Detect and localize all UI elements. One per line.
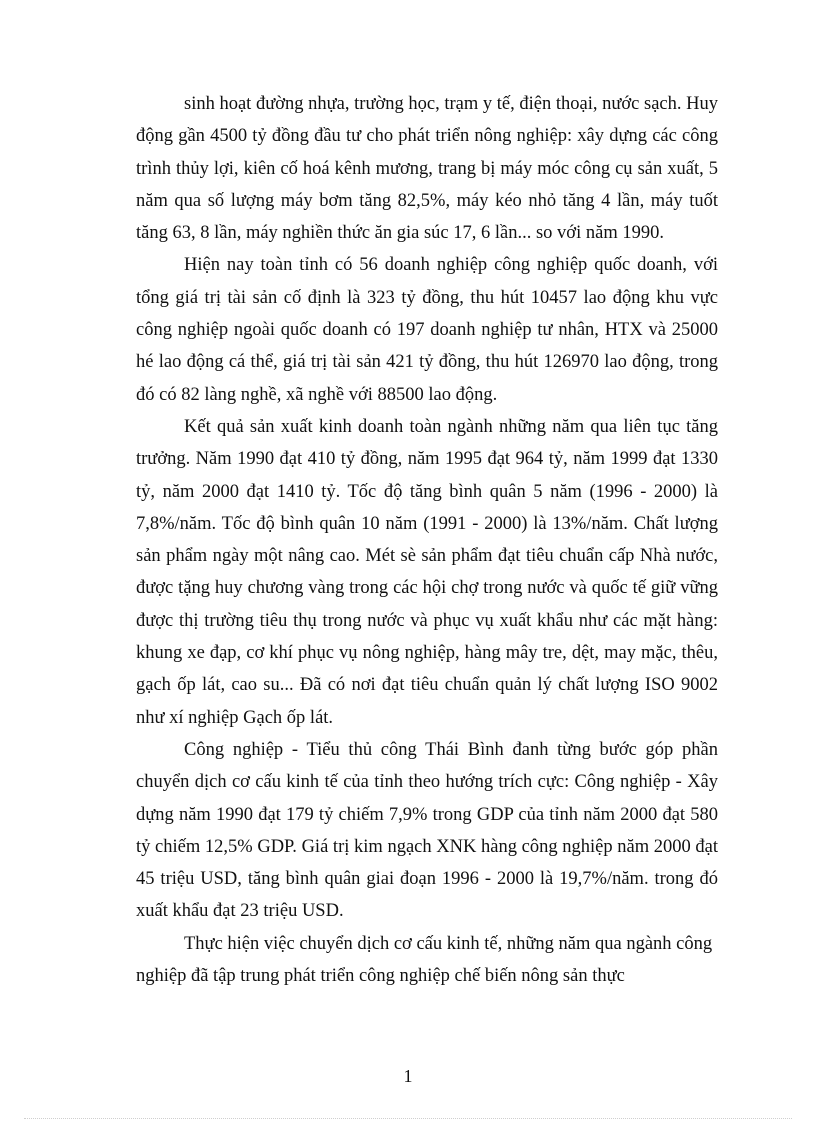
page-edge-divider — [24, 1118, 792, 1119]
paragraph-production-results: Kết quả sản xuất kinh doanh toàn ngành những năm qua liên tục tăng trưởng. Năm 1990 đạt 410 tỷ đồng, năm 1995 đạt 964 tỷ, năm 1999 đạt 1330 tỷ, năm 2000 đạt 1410 tỷ. Tốc độ tăng bình quân 5 năm (1996 - 2000) là 7,8%/năm. Tốc độ bình quân 10 năm (1991 - 2000) là 13%/năm. Chất lượng sản phẩm ngày một nâng cao. Mét sè sản phẩm đạt tiêu chuẩn cấp Nhà nước, được tặng huy chương vàng trong các hội chợ trong nước và quốc tế giữ vững được thị trường tiêu thụ trong nước và phục vụ xuất khẩu như các mặt hàng: khung xe đạp, cơ khí phục vụ nông nghiệp, hàng mây tre, dệt, may mặc, thêu, gạch ốp lát, cao su... Đã có nơi đạt tiêu chuẩn quản lý chất lượng ISO 9002 như xí nghiệp Gạch ốp lát. — [136, 416, 718, 728]
body-text — [136, 88, 718, 992]
paragraph-economic-structure: Công nghiệp - Tiểu thủ công Thái Bình đanh từng bước góp phần chuyển dịch cơ cấu kinh tế của tỉnh theo hướng trích cực: Công nghiệp - Xây dựng năm 1990 đạt 179 tỷ chiếm 7,9% trong GDP của tỉnh năm 2000 đạt 580 tỷ chiếm 12,5% GDP. Giá trị kim ngạch XNK hàng công nghiệp năm 2000 đạt 45 triệu USD, tăng bình quân giai đoạn 1996 - 2000 là 19,7%/năm. trong đó xuất khẩu đạt 23 triệu USD. — [136, 739, 718, 922]
page-number: 1 — [403, 1066, 413, 1086]
paragraph-enterprises: Hiện nay toàn tỉnh có 56 doanh nghiệp công nghiệp quốc doanh, với tổng giá trị tài sản cố định là 323 tỷ đồng, thu hút 10457 lao động khu vực công nghiệp ngoài quốc doanh có 197 doanh nghiệp tư nhân, HTX và 25000 hé lao động cá thể, giá trị tài sản 421 tỷ đồng, thu hút 126970 lao động, trong đó có 82 làng nghề, xã nghề với 88500 lao động. — [136, 255, 718, 405]
paragraph-continued: sinh hoạt đường nhựa, trường học, trạm y tế, điện thoại, nước sạch. Huy động gần 4500 tỷ đồng đầu tư cho phát triển nông nghiệp: xây dựng các công trình thủy lợi, kiên cố hoá kênh mương, trang bị máy móc công cụ sản xuất, 5 năm qua số lượng máy bơm tăng 82,5%, máy kéo nhỏ tăng 4 lần, máy tuốt tăng 63, 8 lần, máy nghiền thức ăn gia súc 17, 6 lần... so với năm 1990. — [136, 94, 718, 244]
paragraph-structural-shift: Thực hiện việc chuyển dịch cơ cấu kinh tế, những năm qua ngành công nghiệp đã tập trung phát triển công nghiệp chế biến nông sản thực — [136, 933, 713, 987]
